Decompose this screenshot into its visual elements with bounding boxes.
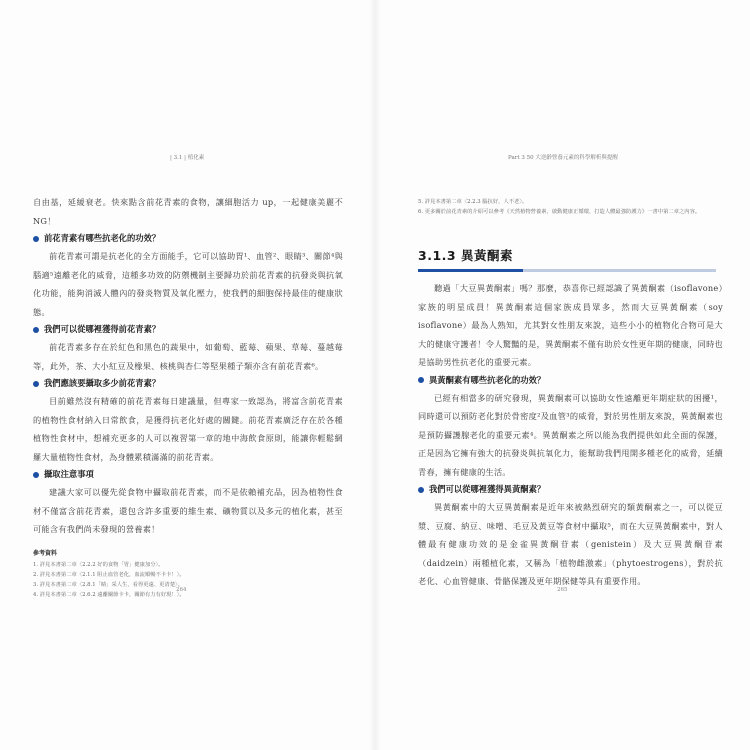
body-paragraph: 建議大家可以優先從食物中攝取前花青素，而不是依賴補充品，因為植物性食材不僅富含前花青素，還包含許多重要的維生素、礦物質以及多元的植化素，甚至可能含有我們尚未發現的營養素！ [33, 487, 343, 534]
reference-item: 4. 詳見本書第二章〈2.6.2 遠離關節卡卡，關節有力有好現！〉。 [33, 592, 185, 599]
question-text: 我們應該要攝取多少前花青素？ [44, 378, 161, 388]
question-text: 異黃酮素有哪些抗老化的功效？ [429, 374, 546, 385]
question-heading [33, 321, 343, 338]
footnote-item: 6. 更多關於前花青素的介紹可以參考《天然植物營養素，啟動健康正循環，打造人體最強防護力》一書中第二章之內容。 [418, 209, 701, 215]
question-heading [33, 230, 343, 247]
references-title: 參考資料 [33, 549, 58, 557]
question-text: 前花青素有哪些抗老化的功效？ [44, 233, 161, 243]
section-rule [418, 269, 716, 272]
section-title: 3.1.3 異黃酮素 [418, 248, 513, 263]
bullet-icon [418, 487, 424, 493]
body-paragraph: 異黃酮素中的大豆異黃酮素是近年來被熱烈研究的類黃酮素之一，可以從豆漿、豆腐、納豆、味噌、毛豆及黃豆等食材中攝取⁵，而在大豆異黃酮素中，對人體最有健康功效的是金雀異黃酮苷素（genistein）及大豆異黃酮苷素（daidzein）兩種植化素，又稱為「植物雌激素」（phytoestrogens），對於抗老化、心血管健康、骨骼保護及更年期保健等具有重要作用。 [418, 502, 723, 586]
body-paragraph: 聽過「大豆異黃酮素」嗎？那麼，恭喜你已經認識了異黃酮素（isoflavone）家族的明星成員！異黃酮素這個家族成員眾多，然而大豆異黃酮素（soy isoflavone）最為人熟知，尤其對女性朋友來說，這些小小的植物化合物可是大大的健康守護者！令人驚豔的是，異黃酮素不僅有助於女性更年期的健康，同時也是協助男性抗老化的重要元素。 [418, 283, 723, 367]
bullet-icon [33, 472, 39, 478]
bullet-icon [33, 381, 39, 387]
page-number: 264 [176, 587, 187, 593]
body-paragraph: 已經有相當多的研究發現，異黃酮素可以協助女性遠離更年期症狀的困擾¹，同時還可以預防老化對於骨密度²及血管³的威脅，對於男性朋友來說，異黃酮素也是預防攝護腺老化的重要元素⁴。異黃酮素之所以能為我們提供如此全面的保護，正是因為它擁有強大的抗發炎與抗氧化力，能幫助我們甩開多種老化的威脅，延續青春，擁有健康的生活。 [418, 392, 723, 477]
page-number: 265 [557, 587, 568, 593]
right-page [375, 0, 750, 750]
body-paragraph: 前花青素可謂是抗老化的全方面能手，它可以協助胃¹、血管²、眼睛³、關節⁴與腦適⁵遠離老化的威脅，這種多功效的防禦機制主要歸功於前花青素的抗發炎與抗氧化功能，能夠消滅人體內的發炎物質及氧化壓力，使我們的細胞保持最佳的健康狀態。 [33, 251, 343, 317]
bullet-icon [33, 327, 39, 333]
question-heading [33, 466, 343, 483]
references [33, 548, 343, 601]
reference-item: 1. 詳見本書第二章〈2.2.2 好的食物「胃」健康加分〉。 [33, 561, 164, 568]
question-text: 我們可以從哪裡獲得異黃酮素？ [429, 484, 546, 494]
footnotes [418, 197, 723, 217]
question-heading [418, 481, 723, 498]
running-head: Part 3 50 大逆齡營養元素的科學解析與提醒 [508, 155, 618, 161]
left-page-body [33, 193, 343, 601]
question-text: 攝取注意事項 [44, 469, 94, 479]
question-text: 我們可以從哪裡獲得前花青素？ [44, 324, 161, 334]
footnote-item: 5. 詳見本書第二章〈2.2.3 腦抗好，人不老〉。 [418, 199, 528, 205]
question-heading [418, 372, 723, 389]
reference-item: 3. 詳見本書第二章〈2.8.1「睛」采人生，看得更遠、更清楚〉。 [33, 582, 183, 589]
intro-paragraph: 自由基，延緩衰老。快來點含前花青素的食物，讓細胞活力 up，一起健康美麗不 NG！ [33, 197, 343, 226]
bullet-icon [33, 236, 39, 242]
bullet-icon [418, 377, 424, 383]
body-paragraph: 目前雖然沒有精確的前花青素每日建議量，但專家一致認為，將富含前花青素的植物性食材納入日常飲食，是獲得抗老化好處的關鍵。前花青素廣泛存在於各種植物性食材中，想補充更多的人可以複習第一章的地中海飲食原則，能讓你輕鬆網羅大量植物性食材，為身體累積滿滿的前花青素。 [33, 396, 343, 462]
reference-item: 2. 詳見本書第二章〈2.1.1 阻止血管老化，血流順暢不卡卡！〉。 [33, 571, 185, 578]
question-heading [33, 375, 343, 392]
right-page-body [418, 197, 723, 591]
body-paragraph: 前花青素多存在於紅色和黑色的蔬果中，如葡萄、藍莓、蘋果、草莓、蔓越莓等，此外，茶、大小紅豆及橡果、核桃與杏仁等堅果種子類亦含有前花青素⁶。 [33, 342, 343, 371]
running-head: | 3.1 | 植化素 [170, 155, 205, 161]
